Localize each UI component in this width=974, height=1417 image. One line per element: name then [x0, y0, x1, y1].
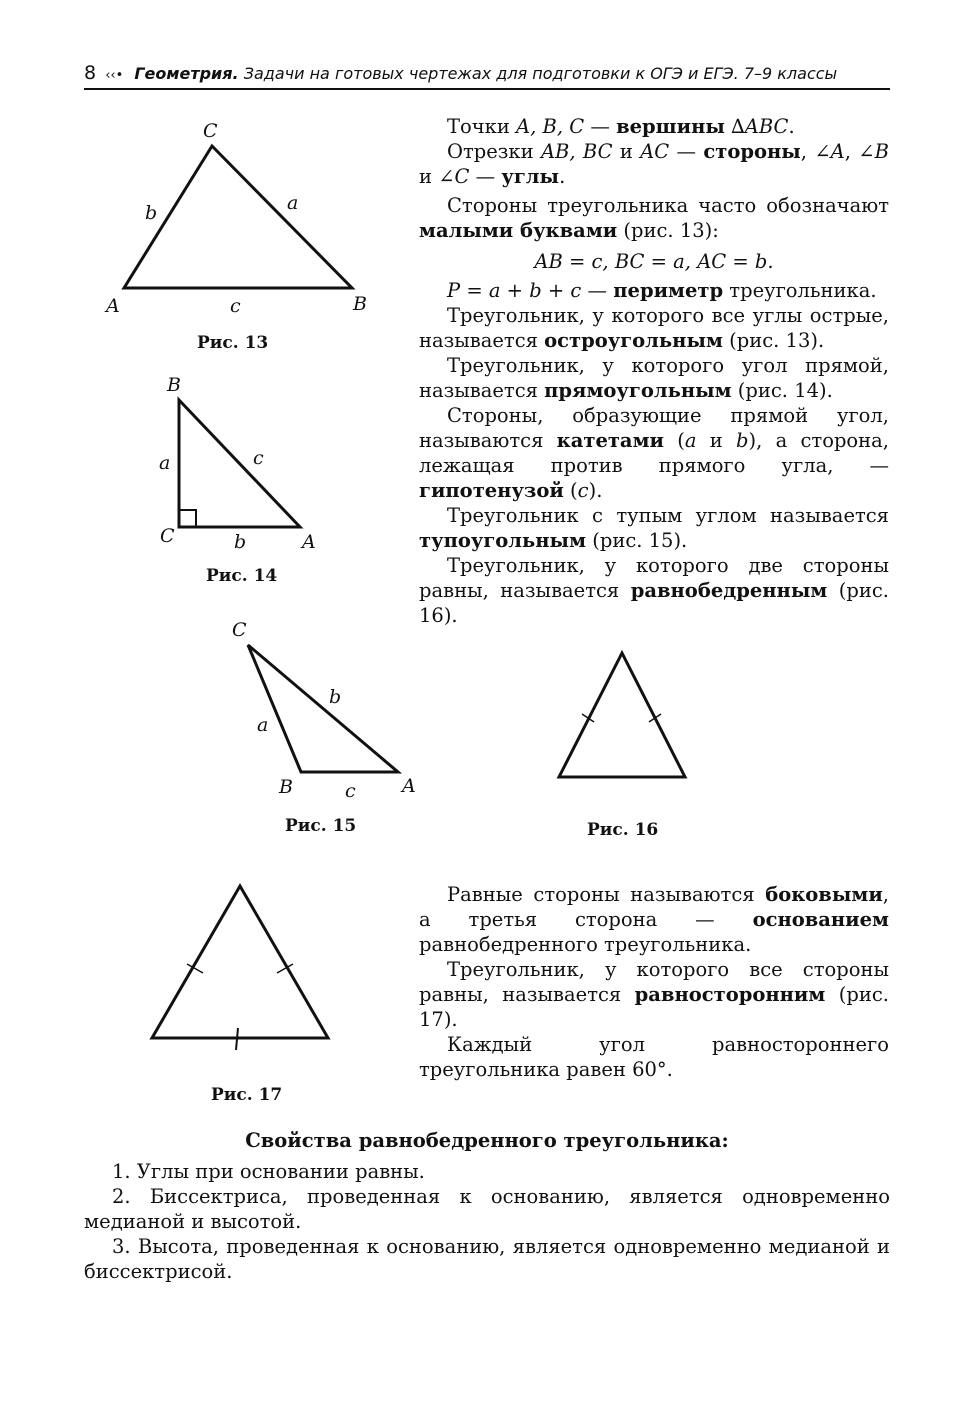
text-block-definitions: [419, 114, 889, 628]
para-acute: Треугольник, у которого все углы острые, называется остроугольным (рис. 13).: [419, 304, 889, 352]
label-side-b: b: [145, 202, 158, 224]
page-number: 8: [84, 62, 97, 84]
property-item: 3. Высота, проведенная к основанию, является одновременно медианой и биссектрисой.: [84, 1235, 890, 1283]
triangle-acute: [124, 146, 352, 288]
caption-fig-14: Рис. 14: [206, 566, 278, 586]
para-legs-hypotenuse: Стороны, образующие прямой угол, называются катетами (a и b), а сторона, лежащая против прямого угла, — гипотенузой (c).: [419, 404, 889, 502]
para-isosceles: Треугольник, у которого две стороны равны, называется равнобедренным (рис. 16).: [419, 554, 890, 627]
equal-side-tick: [236, 1028, 238, 1050]
label-side-c: c: [230, 295, 241, 317]
label-side-a: a: [287, 192, 299, 214]
label-side-c: c: [345, 780, 356, 802]
label-vertex-a: A: [106, 295, 120, 317]
label-vertex-b: B: [167, 374, 181, 396]
label-vertex-b: B: [353, 293, 367, 315]
properties-section: [84, 1128, 890, 1284]
label-vertex-c: C: [160, 525, 175, 547]
triangle-isosceles: [559, 653, 685, 777]
label-vertex-b: B: [279, 776, 293, 798]
para-perimeter: P = a + b + c — периметр треугольника.: [447, 279, 877, 302]
label-side-b: b: [234, 531, 247, 553]
caption-fig-17: Рис. 17: [211, 1085, 283, 1105]
figure-16: [559, 653, 685, 777]
label-vertex-a: A: [302, 531, 316, 553]
para-equilateral: Треугольник, у которого все стороны равны, называется равносторонним (рис. 17).: [419, 958, 889, 1031]
text-block-isosceles: [419, 882, 889, 1082]
figure-15: [232, 619, 416, 802]
para-angle-60: Каждый угол равностороннего треугольника равен 60°.: [419, 1033, 889, 1081]
right-angle-mark: [179, 510, 196, 527]
triangle-right: [179, 400, 300, 527]
formula-sides: AB = c, BC = a, AC = b.: [534, 250, 774, 273]
para-vertices: Точки A, B, C — вершины ∆ABC.: [447, 115, 795, 138]
label-side-a: a: [159, 452, 171, 474]
figure-17: [152, 886, 328, 1050]
property-item: 1. Углы при основании равны.: [112, 1160, 425, 1183]
book-subtitle: Задачи на готовых чертежах для подготовки к ОГЭ и ЕГЭ. 7–9 классы: [243, 64, 838, 83]
caption-fig-16: Рис. 16: [587, 820, 659, 840]
label-side-c: c: [253, 447, 264, 469]
caption-fig-13: Рис. 13: [197, 333, 269, 353]
figure-14: [159, 374, 316, 553]
caption-fig-15: Рис. 15: [285, 816, 357, 836]
label-vertex-a: A: [402, 775, 416, 797]
triangle-equilateral: [152, 886, 328, 1038]
figure-13: [104, 120, 367, 317]
property-item: 2. Биссектриса, проведенная к основанию, является одновременно медианой и высотой.: [84, 1185, 890, 1233]
label-side-a: a: [257, 714, 269, 736]
triangle-obtuse: [248, 645, 398, 772]
para-obtuse: Треугольник с тупым углом называется тупоугольным (рис. 15).: [419, 504, 889, 552]
para-lateral-base: Равные стороны называются боковыми, а третья сторона — основанием равнобедренного треугольника.: [419, 883, 889, 956]
properties-title: Свойства равнобедренного треугольника:: [245, 1129, 729, 1152]
para-right: Треугольник, у которого угол прямой, называется прямоугольным (рис. 14).: [419, 354, 889, 402]
label-vertex-c: C: [203, 120, 218, 142]
book-title: Геометрия.: [134, 64, 239, 83]
label-side-b: b: [329, 686, 342, 708]
header-bullet: ‹‹•: [105, 68, 124, 83]
para-sides-angles: Отрезки AB, BC и AC — стороны, ∠A, ∠B и ∠C — углы.: [419, 140, 889, 188]
label-vertex-c: C: [232, 619, 247, 641]
para-small-letters: Стороны треугольника часто обозначают малыми буквами (рис. 13):: [419, 194, 889, 242]
